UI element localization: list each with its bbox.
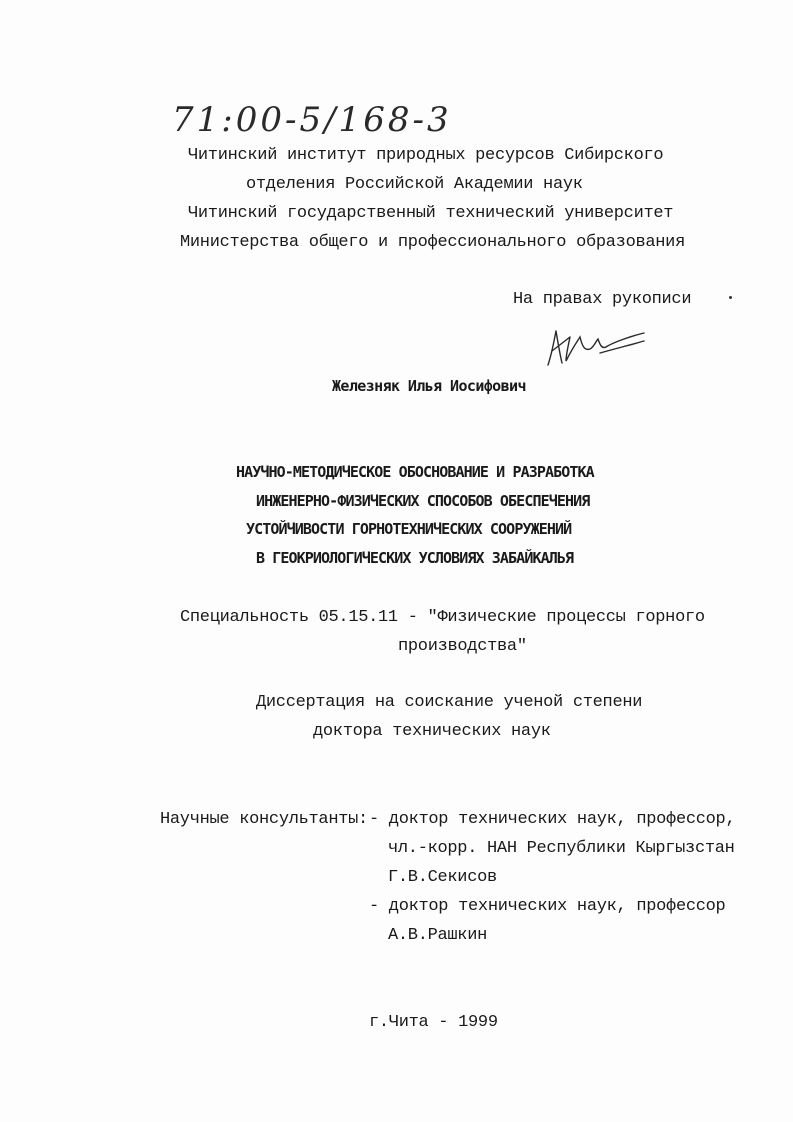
- institution-line-2: отделения Российской Академии наук: [246, 175, 583, 194]
- consultant-1-line-2: чл.-корр. НАН Республики Кыргызстан: [388, 839, 735, 858]
- consultant-1-line-1: - доктор технических наук, профессор,: [369, 810, 736, 829]
- title-line-4: В ГЕОКРИОЛОГИЧЕСКИХ УСЛОВИЯХ ЗАБАЙКАЛЬЯ: [256, 549, 574, 567]
- institution-line-4: Министерства общего и профессионального образования: [180, 233, 685, 252]
- title-line-1: НАУЧНО-МЕТОДИЧЕСКОЕ ОБОСНОВАНИЕ И РАЗРАБОТКА: [236, 463, 594, 481]
- dissertation-line-1: Диссертация на соискание ученой степени: [256, 693, 643, 712]
- archive-code-handwritten: 71:00-5/168-3: [172, 100, 452, 140]
- stray-dot: [729, 296, 732, 299]
- author-name: Железняк Илья Иосифович: [332, 377, 526, 395]
- title-line-3: УСТОЙЧИВОСТИ ГОРНОТЕХНИЧЕСКИХ СООРУЖЕНИЙ: [246, 520, 572, 538]
- consultants-label: Научные консультанты:: [160, 810, 368, 829]
- city-year: г.Чита - 1999: [369, 1013, 498, 1032]
- specialty-line-2: производства": [398, 637, 527, 656]
- consultant-2-line-1: - доктор технических наук, профессор: [369, 897, 726, 916]
- title-line-2: ИНЖЕНЕРНО-ФИЗИЧЕСКИХ СПОСОБОВ ОБЕСПЕЧЕНИЯ: [256, 492, 590, 510]
- institution-line-1: Читинский институт природных ресурсов Сибирского: [188, 146, 664, 165]
- consultant-2-name: А.В.Рашкин: [388, 926, 488, 945]
- consultant-1-name: Г.В.Секисов: [388, 868, 497, 887]
- rights-note: На правах рукописи: [513, 290, 692, 309]
- dissertation-line-2: доктора технических наук: [313, 722, 551, 741]
- institution-line-3: Читинский государственный технический университет: [188, 204, 674, 223]
- author-signature: [540, 323, 650, 371]
- specialty-line-1: Специальность 05.15.11 - "Физические процессы горного: [180, 608, 705, 627]
